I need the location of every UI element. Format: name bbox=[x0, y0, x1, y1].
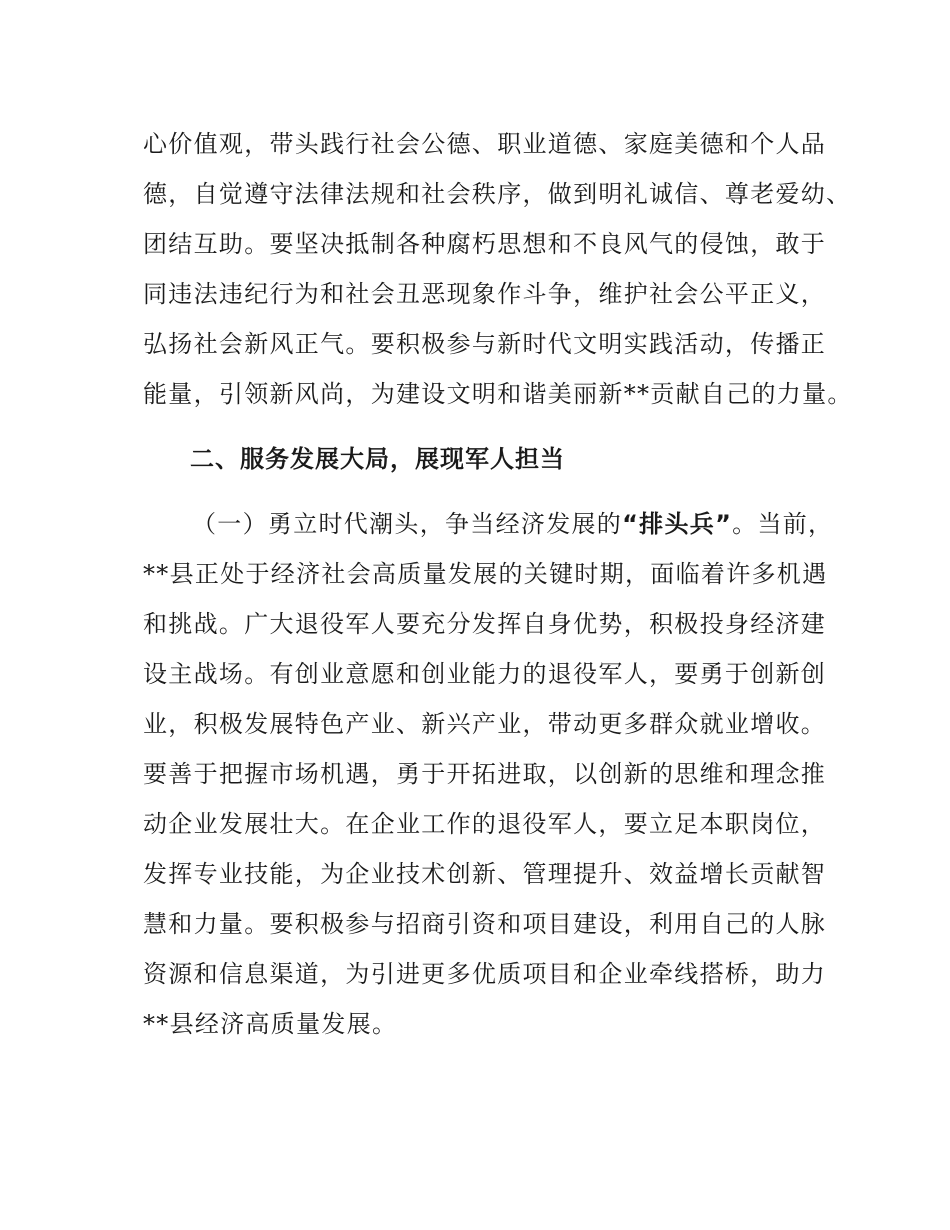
paragraph-first-line bbox=[192, 509, 833, 539]
paragraph-line: 动企业发展壮大。在企业工作的退役军人，要立足本职岗位， bbox=[143, 810, 827, 838]
paragraph-line: **县经济高质量发展。 bbox=[143, 1010, 398, 1038]
subsection-title-emphasis: “排头兵” bbox=[622, 510, 733, 538]
paragraph-line: 同违法违纪行为和社会丑恶现象作斗争，维护社会公平正义， bbox=[143, 280, 827, 308]
paragraph-line: 和挑战。广大退役军人要充分发挥自身优势，积极投身经济建 bbox=[143, 610, 827, 638]
paragraph-line: 团结互助。要坚决抵制各种腐朽思想和不良风气的侵蚀，敢于 bbox=[143, 230, 827, 258]
paragraph-line: 资源和信息渠道，为引进更多优质项目和企业牵线搭桥，助力 bbox=[143, 960, 827, 988]
paragraph-line: 德，自觉遵守法律法规和社会秩序，做到明礼诚信、尊老爱幼、 bbox=[143, 180, 852, 208]
paragraph-line: **县正处于经济社会高质量发展的关键时期，面临着许多机遇 bbox=[143, 560, 828, 588]
section-heading: 二、服务发展大局，展现军人担当 bbox=[190, 445, 565, 473]
paragraph-line: 弘扬社会新风正气。要积极参与新时代文明实践活动，传播正 bbox=[143, 330, 827, 358]
paragraph-line: 慧和力量。要积极参与招商引资和项目建设，利用自己的人脉 bbox=[143, 910, 827, 938]
paragraph-line: 要善于把握市场机遇，勇于开拓进取，以创新的思维和理念推 bbox=[143, 760, 827, 788]
paragraph-text: 。当前， bbox=[732, 510, 834, 538]
paragraph-line: 心价值观，带头践行社会公德、职业道德、家庭美德和个人品 bbox=[143, 130, 827, 158]
paragraph-line: 发挥专业技能，为企业技术创新、管理提升、效益增长贡献智 bbox=[143, 860, 827, 888]
paragraph-line: 业，积极发展特色产业、新兴产业，带动更多群众就业增收。 bbox=[143, 710, 827, 738]
subsection-title: （一）勇立时代潮头，争当经济发展的 bbox=[192, 510, 623, 538]
paragraph-line: 设主战场。有创业意愿和创业能力的退役军人，要勇于创新创 bbox=[143, 660, 827, 688]
paragraph-line: 能量，引领新风尚，为建设文明和谐美丽新**贡献自己的力量。 bbox=[143, 380, 853, 408]
